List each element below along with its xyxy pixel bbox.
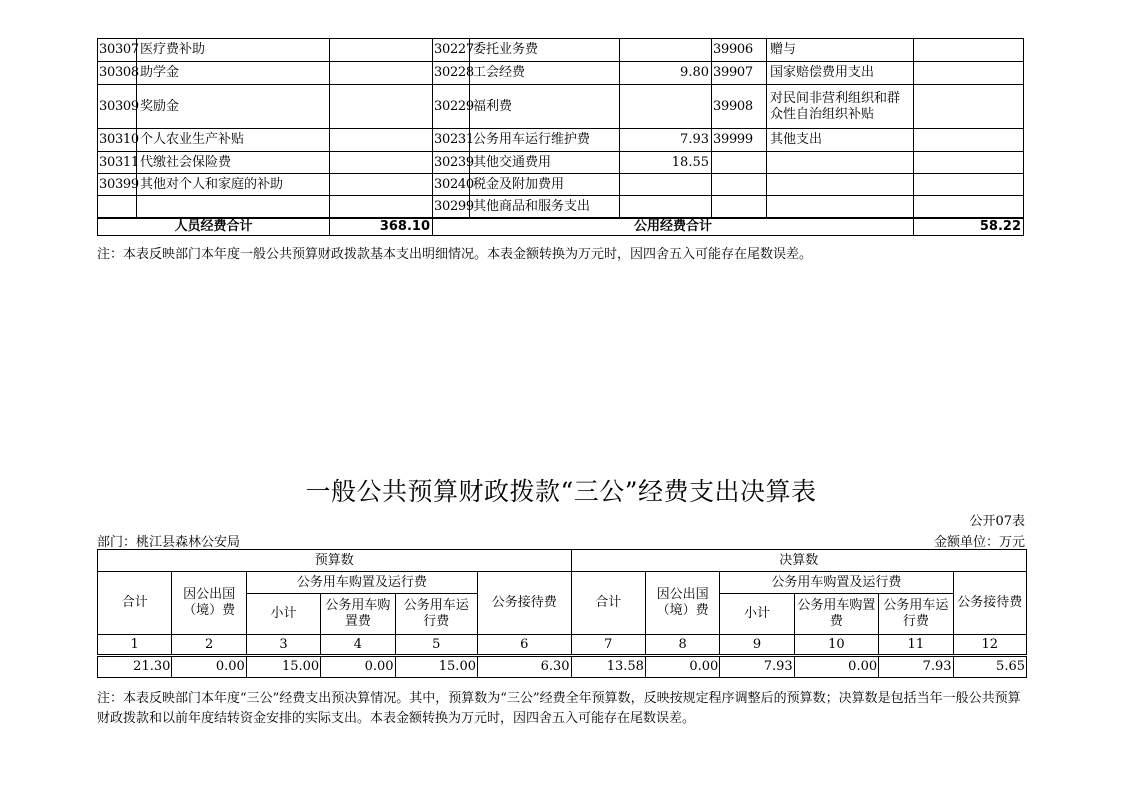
- code-cell: 30307: [98, 39, 137, 62]
- column-index-cell: 7: [571, 635, 645, 656]
- value-cell: [914, 39, 1024, 62]
- final-vehicle-operate-header: 公务用车运行费: [879, 594, 953, 635]
- final-vehicle-purchase-header: 公务用车购置费: [794, 594, 878, 635]
- code-cell: 30311: [98, 152, 137, 174]
- name-cell: 公务用车运行维护费: [470, 129, 620, 152]
- code-cell: [712, 196, 767, 219]
- value-cell: [914, 62, 1024, 85]
- code-cell: 39999: [712, 129, 767, 152]
- basic-expenditure-detail-table: [97, 38, 1024, 236]
- name-cell: 税金及附加费用: [470, 174, 620, 196]
- three-public-expenditure-table: [97, 549, 1027, 678]
- code-cell: [712, 152, 767, 174]
- value-cell: [330, 196, 433, 219]
- value-cell: [330, 39, 433, 62]
- name-cell: 工会经费: [470, 62, 620, 85]
- budget-reception-header: 公务接待费: [477, 572, 571, 635]
- page-title: 一般公共预算财政拨款“三公”经费支出决算表: [305, 477, 817, 506]
- department-label: 部门：桃江县森林公安局: [97, 535, 241, 550]
- final-header: 决算数: [571, 550, 1026, 572]
- amount-cell: 21.30: [98, 656, 172, 678]
- code-cell: 30240: [433, 174, 470, 196]
- amount-cell: 0.00: [645, 656, 719, 678]
- value-cell: [330, 129, 433, 152]
- column-index-cell: 11: [879, 635, 953, 656]
- code-cell: 30299: [433, 196, 470, 219]
- public-total-value: 58.22: [914, 218, 1024, 236]
- budget-abroad-line2: （境）费: [183, 603, 236, 618]
- final-subtotal-header: 小计: [720, 594, 794, 635]
- column-index-cell: 2: [172, 635, 246, 656]
- amount-cell: 15.00: [395, 656, 477, 678]
- table-row: [98, 129, 1024, 152]
- budget-vehicle-purchase-header: 公务用车购置费: [321, 594, 395, 635]
- value-cell: [620, 39, 712, 62]
- name-cell: 其他支出: [767, 129, 914, 152]
- name-cell: 医疗费补助: [137, 39, 330, 62]
- column-index-cell: 6: [477, 635, 571, 656]
- value-cell: 7.93: [620, 129, 712, 152]
- table-row: [98, 39, 1024, 62]
- amount-cell: 13.58: [571, 656, 645, 678]
- code-cell: 39908: [712, 85, 767, 129]
- code-cell: 39906: [712, 39, 767, 62]
- value-cell: [914, 174, 1024, 196]
- amount-cell: 5.65: [953, 656, 1026, 678]
- column-index-cell: 9: [720, 635, 794, 656]
- final-reception-header: 公务接待费: [953, 572, 1026, 635]
- name-cell: 代缴社会保险费: [137, 152, 330, 174]
- budget-total-header: 合计: [98, 572, 172, 635]
- budget-vehicle-operate-header: 公务用车运行费: [395, 594, 477, 635]
- value-cell: [330, 85, 433, 129]
- value-cell: [914, 85, 1024, 129]
- value-cell: [620, 174, 712, 196]
- code-cell: 39907: [712, 62, 767, 85]
- name-cell: [767, 152, 914, 174]
- final-vehicle-group-header: 公务用车购置及运行费: [720, 572, 953, 594]
- name-cell: [137, 196, 330, 219]
- column-index-cell: 12: [953, 635, 1026, 656]
- code-cell: 30239: [433, 152, 470, 174]
- final-abroad-line2: （境）费: [656, 603, 709, 618]
- amount-cell: 6.30: [477, 656, 571, 678]
- column-index-cell: 8: [645, 635, 719, 656]
- personnel-total-value: 368.10: [330, 218, 433, 236]
- value-cell: 18.55: [620, 152, 712, 174]
- value-cell: [330, 62, 433, 85]
- table-row: [98, 152, 1024, 174]
- amount-cell: 7.93: [720, 656, 794, 678]
- personnel-total-label: 人员经费合计: [98, 218, 330, 236]
- amount-cell: 0.00: [321, 656, 395, 678]
- code-cell: 30229: [433, 85, 470, 129]
- table-code: 公开07表: [969, 514, 1025, 529]
- name-cell: 对民间非营利组织和群众性自治组织补贴: [767, 85, 914, 129]
- value-cell: [620, 85, 712, 129]
- final-total-header: 合计: [571, 572, 645, 635]
- budget-vehicle-group-header: 公务用车购置及运行费: [246, 572, 477, 594]
- table-row: [98, 62, 1024, 85]
- code-cell: 30231: [433, 129, 470, 152]
- column-index-cell: 3: [246, 635, 320, 656]
- name-cell: 国家赔偿费用支出: [767, 62, 914, 85]
- amount-cell: 7.93: [879, 656, 953, 678]
- code-cell: 30227: [433, 39, 470, 62]
- amount-cell: 15.00: [246, 656, 320, 678]
- value-cell: [330, 174, 433, 196]
- code-cell: [712, 174, 767, 196]
- column-index-cell: 4: [321, 635, 395, 656]
- amount-unit-label: 金额单位：万元: [933, 535, 1025, 550]
- final-abroad-line1: 因公出国: [656, 587, 709, 602]
- code-cell: 30308: [98, 62, 137, 85]
- name-cell: 其他商品和服务支出: [470, 196, 620, 219]
- value-cell: [620, 196, 712, 219]
- column-index-cell: 10: [794, 635, 878, 656]
- table-row: [98, 85, 1024, 129]
- name-cell: 奖励金: [137, 85, 330, 129]
- amount-cell: 0.00: [794, 656, 878, 678]
- budget-abroad-line1: 因公出国: [183, 587, 236, 602]
- name-cell: 赠与: [767, 39, 914, 62]
- public-total-label: 公用经费合计: [433, 218, 914, 236]
- name-cell: 其他对个人和家庭的补助: [137, 174, 330, 196]
- name-cell: [767, 196, 914, 219]
- name-cell: 助学金: [137, 62, 330, 85]
- value-cell: [914, 152, 1024, 174]
- value-cell: [914, 129, 1024, 152]
- code-cell: 30309: [98, 85, 137, 129]
- name-cell: 其他交通费用: [470, 152, 620, 174]
- amount-cell: 0.00: [172, 656, 246, 678]
- column-index-cell: 5: [395, 635, 477, 656]
- name-cell: 福利费: [470, 85, 620, 129]
- table-row: [98, 196, 1024, 219]
- three-public-table-note: 注：本表反映部门本年度“三公”经费支出预决算情况。其中，预算数为“三公”经费全年预算数，反映按规定程序调整后的预算数；决算数是包括当年一般公共预算财政拨款和以前年度结转资金安排的实际支出。本表金额转换为万元时，因四舍五入可能存在尾数误差。: [97, 691, 1021, 726]
- budget-abroad-header: [172, 572, 246, 635]
- code-cell: [98, 196, 137, 219]
- value-cell: [914, 196, 1024, 219]
- value-cell: [330, 152, 433, 174]
- budget-header: 预算数: [98, 550, 572, 572]
- column-index-cell: 1: [98, 635, 172, 656]
- name-cell: 委托业务费: [470, 39, 620, 62]
- code-cell: 30228: [433, 62, 470, 85]
- code-cell: 30310: [98, 129, 137, 152]
- budget-subtotal-header: 小计: [246, 594, 320, 635]
- name-cell: [767, 174, 914, 196]
- detail-table-note: 注：本表反映部门本年度一般公共预算财政拨款基本支出明细情况。本表金额转换为万元时，因四舍五入可能存在尾数误差。: [97, 247, 813, 262]
- code-cell: 30399: [98, 174, 137, 196]
- value-cell: 9.80: [620, 62, 712, 85]
- table-row: [98, 174, 1024, 196]
- name-cell: 个人农业生产补贴: [137, 129, 330, 152]
- final-abroad-header: [645, 572, 719, 635]
